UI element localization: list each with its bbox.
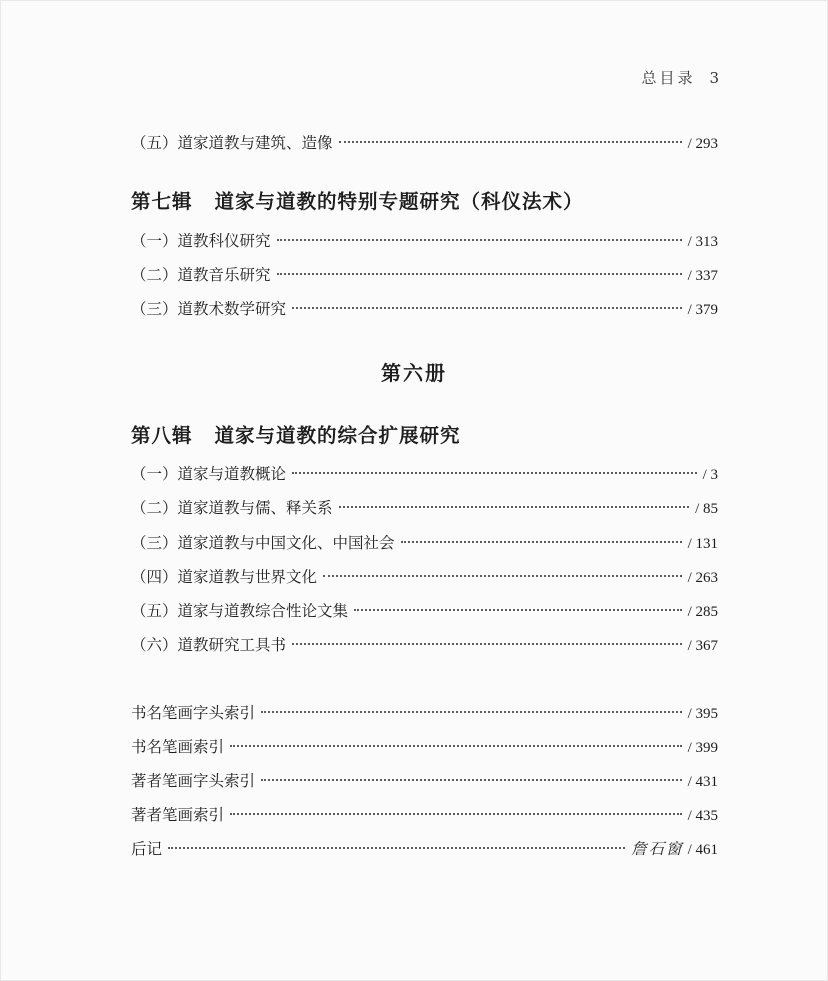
section-number: 第七辑 bbox=[131, 190, 193, 213]
dot-leader bbox=[292, 643, 682, 645]
toc-entry[interactable] bbox=[131, 634, 718, 657]
dot-leader bbox=[354, 609, 682, 611]
toc-entry[interactable] bbox=[131, 463, 718, 486]
running-header-title: 总目录 bbox=[641, 69, 696, 87]
toc-entry-page: / 85 bbox=[695, 501, 718, 517]
afterword-author: 詹石窗 bbox=[631, 840, 684, 858]
section-number: 第八辑 bbox=[131, 424, 193, 447]
toc-entry-page: / 399 bbox=[687, 740, 718, 756]
toc-entry[interactable] bbox=[131, 132, 718, 155]
running-header-page-number: 3 bbox=[709, 69, 720, 87]
toc-entry-page: / 293 bbox=[687, 136, 718, 152]
toc-entry-page: / 131 bbox=[687, 536, 718, 552]
toc-entry-title: （四）道家道教与世界文化 bbox=[131, 568, 318, 586]
toc-entry[interactable] bbox=[131, 736, 718, 759]
toc-entry[interactable] bbox=[131, 298, 718, 321]
volume-heading: 第六册 bbox=[381, 361, 447, 385]
dot-leader bbox=[261, 711, 682, 713]
toc-entry-page: / 263 bbox=[687, 570, 718, 586]
section-heading bbox=[131, 420, 461, 448]
dot-leader bbox=[230, 745, 682, 747]
toc-entry-page: / 431 bbox=[687, 774, 718, 790]
toc-entry-page: / 3 bbox=[702, 467, 718, 483]
toc-entry[interactable] bbox=[131, 532, 718, 555]
dot-leader bbox=[401, 541, 682, 543]
toc-entry-title: （三）道教术数学研究 bbox=[131, 300, 287, 318]
dot-leader bbox=[339, 141, 682, 143]
toc-entry[interactable] bbox=[131, 600, 718, 623]
toc-entry-title: 后记 bbox=[131, 840, 163, 858]
dot-leader bbox=[292, 307, 682, 309]
section-heading bbox=[131, 186, 584, 214]
toc-entry-title: 书名笔画字头索引 bbox=[131, 704, 256, 722]
toc-entry-afterword[interactable] bbox=[131, 838, 718, 861]
toc-entry-title: 书名笔画索引 bbox=[131, 738, 225, 756]
toc-entry[interactable] bbox=[131, 230, 718, 253]
toc-entry[interactable] bbox=[131, 566, 718, 589]
toc-entry-title: （一）道家与道教概论 bbox=[131, 465, 287, 483]
toc-entry-title: （五）道家道教与建筑、造像 bbox=[131, 134, 333, 152]
toc-entry-title: （二）道家道教与儒、释关系 bbox=[131, 499, 333, 517]
dot-leader bbox=[323, 575, 682, 577]
section-title: 道家与道教的综合扩展研究 bbox=[214, 424, 461, 447]
toc-entry-title: 著者笔画索引 bbox=[131, 806, 225, 824]
dot-leader bbox=[168, 847, 625, 849]
toc-entry-page: / 435 bbox=[687, 808, 718, 824]
toc-entry-page: / 313 bbox=[687, 234, 718, 250]
dot-leader bbox=[339, 506, 690, 508]
toc-entry[interactable] bbox=[131, 804, 718, 827]
dot-leader bbox=[261, 779, 682, 781]
toc-entry[interactable] bbox=[131, 264, 718, 287]
toc-entry-title: 著者笔画字头索引 bbox=[131, 772, 256, 790]
dot-leader bbox=[277, 239, 682, 241]
toc-entry[interactable] bbox=[131, 702, 718, 725]
toc-entry[interactable] bbox=[131, 770, 718, 793]
toc-entry-page: / 395 bbox=[687, 706, 718, 722]
dot-leader bbox=[277, 273, 682, 275]
toc-entry-title: （三）道家道教与中国文化、中国社会 bbox=[131, 534, 395, 552]
toc-entry-title: （一）道教科仪研究 bbox=[131, 232, 271, 250]
toc-entry[interactable] bbox=[131, 497, 718, 520]
section-title: 道家与道教的特别专题研究（科仪法术） bbox=[214, 190, 584, 213]
toc-entry-page: / 337 bbox=[687, 268, 718, 284]
dot-leader bbox=[230, 813, 682, 815]
toc-entry-page: / 367 bbox=[687, 638, 718, 654]
dot-leader bbox=[292, 472, 697, 474]
toc-entry-title: （二）道教音乐研究 bbox=[131, 266, 271, 284]
toc-entry-page: / 285 bbox=[687, 604, 718, 620]
toc-entry-title: （五）道家与道教综合性论文集 bbox=[131, 602, 349, 620]
toc-entry-page: / 379 bbox=[687, 302, 718, 318]
toc-entry-title: （六）道教研究工具书 bbox=[131, 636, 287, 654]
running-header bbox=[641, 67, 720, 88]
toc-entry-page: / 461 bbox=[687, 842, 718, 858]
